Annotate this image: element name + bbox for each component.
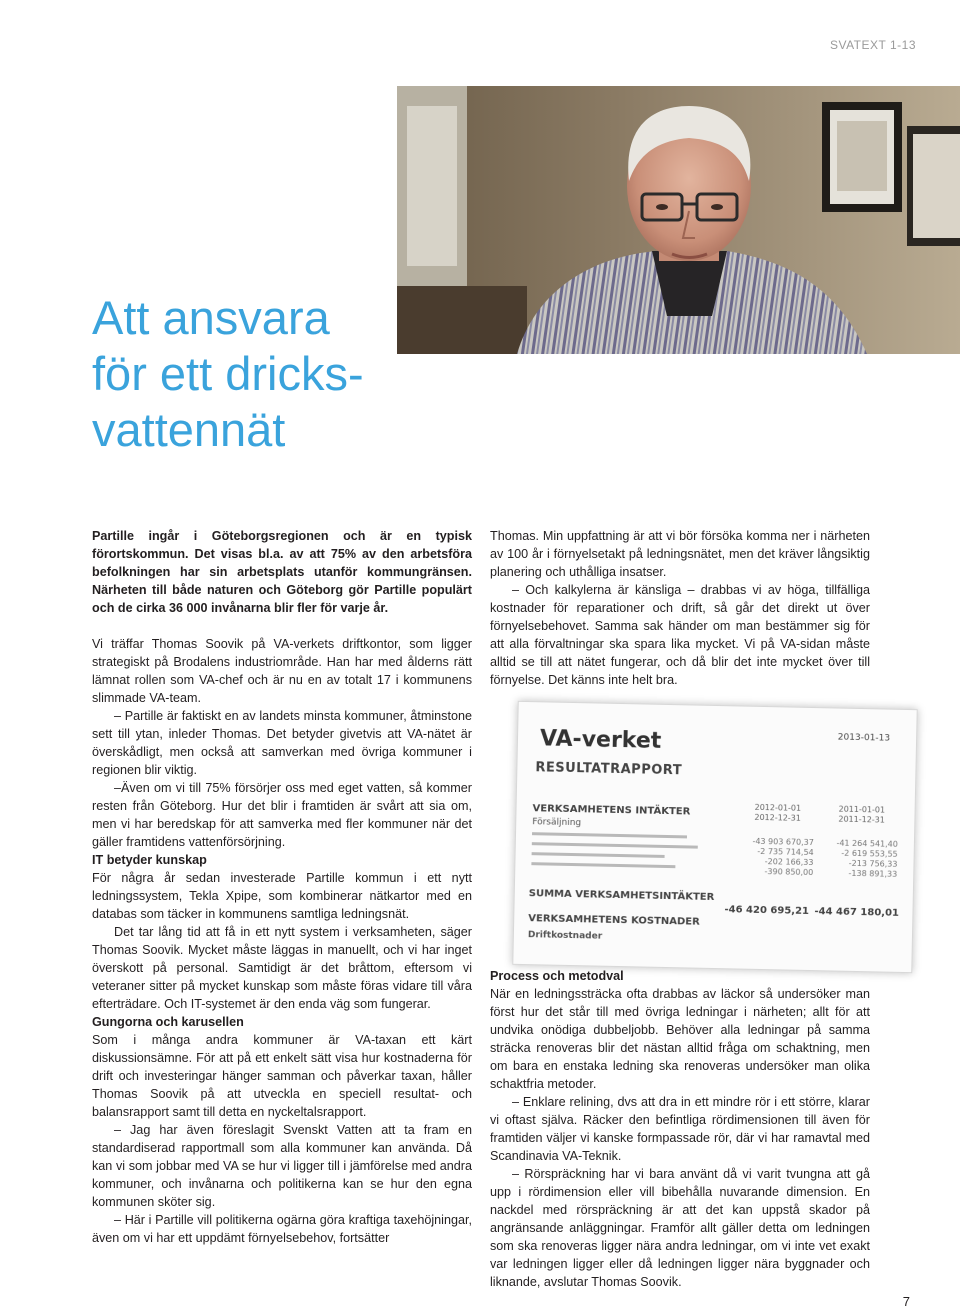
right-column-bottom: [490, 967, 870, 1291]
body-paragraph: Det tar lång tid att få in ett nytt system i verksamheten, säger Thomas Soovik. Mycket måste läggas in manuellt, och vi har inget överskott på personal. Samtidigt är det bråttom, eftersom vi veteraner sitter på mycket kunskap som måste föras vidare till våra efterträdare. Och IT-systemet är den enda väg som fungerar.: [92, 925, 472, 1011]
body-paragraph: När en ledningssträcka ofta drabbas av läckor så undersöker man först hur det står till med övriga ledningar i närheten; allt för att undvika onödiga dubbeljobb. Behöver alla ledningar på samma sträcka renoveras blir det nästan alltid fråga om schaktning, men om bara en enstaka ledning ska renoveras undersöker man olika schaktfria metoder.: [490, 987, 870, 1091]
report-period-2: 2011-01-01 2011-12-31: [838, 804, 886, 825]
report-period-1: 2012-01-01 2012-12-31: [754, 802, 802, 823]
report-sum-value-1: -46 420 695,21: [724, 904, 810, 917]
report-col2-values: -41 264 541,40 -2 619 553,55 -213 756,33 -138 891,33: [836, 838, 898, 879]
body-paragraph: För några år sedan investerade Partille kommun i ett nytt ledningssystem, Tekla Xpipe, som kombinerar nätkartor med en databas som täcker in kommunens samtliga ledningsnät.: [92, 871, 472, 921]
body-paragraph: Vi träffar Thomas Soovik på VA-verkets driftkontor, som ligger strategiskt på Brodalens industriområde. Han har med ålderns rätt lämnat rollen som VA-chef och är nu en av totalt 17 i kommunens slimmade VA-team.: [92, 637, 472, 705]
report-subtitle: RESULTATRAPPORT: [535, 760, 683, 779]
report-title: VA-verket: [539, 726, 662, 754]
lead-paragraph: Partille ingår i Göteborgsregionen och är en typisk förortskommun. Det visas bl.a. av att 75% av den arbetsföra befolkningen har sin arbetsplats utanför kommungränsen. Närheten till både naturen och Göteborg gör Partille populärt och de cirka 36 000 invånarna blir fler för varje år.: [92, 529, 472, 615]
body-paragraph: – Och kalkylerna är känsliga – drabbas vi av höga, tillfälliga kostnader för reparationer och drift, så går det direkt ut över förnyelsebehovet. Samma sak händer om man bestämmer sig för att alla förvaltningar ska spara lika mycket. Vi på VA-sidan måste alltid se till att nätet fungerar, och då blir det inte mycket över till förnyelse. Det känns inte helt bra.: [490, 583, 870, 687]
report-col1-values: -43 903 670,37 -2 735 714,54 -202 166,33 -390 850,00: [752, 836, 814, 878]
title-line-2: för ett dricks-: [92, 347, 364, 400]
report-sum-value-2: -44 467 180,01: [814, 906, 900, 919]
report-date: 2013-01-13: [837, 732, 891, 744]
title-line-3: vattennät: [92, 403, 286, 456]
report-income-sub: Försäljning: [532, 817, 582, 829]
section-label: SVATEXT 1-13: [829, 38, 916, 52]
subheading-process: Process och metodval: [490, 969, 624, 983]
title-line-1: Att ansvara: [92, 291, 330, 344]
report-cost-sub: Driftkostnader: [527, 930, 603, 942]
subheading-it: IT betyder kunskap: [92, 853, 207, 867]
right-column-top: [490, 527, 870, 689]
report-cost-header: VERKSAMHETENS KOSTNADER: [528, 913, 700, 928]
report-sum-label: SUMMA VERKSAMHETSINTÄKTER: [528, 888, 715, 903]
report-income-header: VERKSAMHETENS INTÄKTER: [532, 803, 691, 818]
body-paragraph: – Jag har även föreslagit Svenskt Vatten att ta fram en standardiserad rapportmall som alla kommuner kan använda. Då kan vi som jobbar med VA se hur vi ligger till i jämförelse med andra kommuner, och invånarna och politikerna kan se hur den egna kommunen sköter sig.: [92, 1123, 472, 1209]
left-column: [92, 527, 472, 1247]
page-number: 7: [902, 1294, 910, 1309]
subheading-gungorna: Gungorna och karusellen: [92, 1015, 244, 1029]
body-paragraph: Thomas. Min uppfattning är att vi bör försöka komma ner i närheten av 100 år i förnyelsetakt på ledningsnätet, men det kräver långsiktig planering och uthålliga insatser.: [490, 529, 870, 579]
body-paragraph: – Enklare relining, dvs att dra in ett mindre rör i ett större, klarar vi oftast själva. Räcker den befintliga rördimensionen till även för framtiden väljer vi kanske formpassade rör, där vi har ramavtal med Scandinavia VA-Teknik.: [490, 1095, 870, 1163]
body-paragraph: – Här i Partille vill politikerna ogärna göra kraftiga taxehöjningar, även om vi har ett uppdämt förnyelsebehov, fortsätter: [92, 1213, 472, 1245]
report-image: [512, 701, 917, 973]
article-title: [92, 290, 412, 458]
report-blurred-lines: [531, 832, 712, 876]
body-paragraph: –Även om vi till 75% försörjer oss med eget vatten, så kommer resten från Göteborg. Hur det blir i framtiden är svårt att sia om, men vi har beredskap för att samverka med fler kommuner när det gäller framtidens vattenförsörjning.: [92, 781, 472, 849]
body-paragraph: – Rörspräckning har vi bara använt då vi varit tvungna att gå upp i rördimension eller vill bibehålla nuvarande dimension. En nackdel med rörspräckning är att det kan uppstå skador på angränsande anläggningar. Framför allt gäller detta om ledningen som ska renoveras ligger nära andra ledningar, om vi inte vet exakt var ledningen ligger eller då ledningen ligger nära byggnader och liknande, avslutar Thomas Soovik.: [490, 1167, 870, 1289]
body-paragraph: Som i många andra kommuner är VA-taxan ett kärt diskussionsämne. För att på ett enkelt sätt visa hur kostnaderna för drift och investeringar hänger samman och påverkar taxan, håller Thomas Soovik på att utveckla en speciell resultat- och balansrapport samt till detta en nyckeltalsrapport.: [92, 1033, 472, 1119]
portrait-photo: [397, 86, 960, 354]
body-paragraph: – Partille är faktiskt en av landets minsta kommuner, åtminstone sett till ytan, inleder Thomas. Det betyder givetvis att VA-nätet är överskådligt, men också att samverkan med övriga kommuner i regionen blir viktig.: [92, 709, 472, 777]
